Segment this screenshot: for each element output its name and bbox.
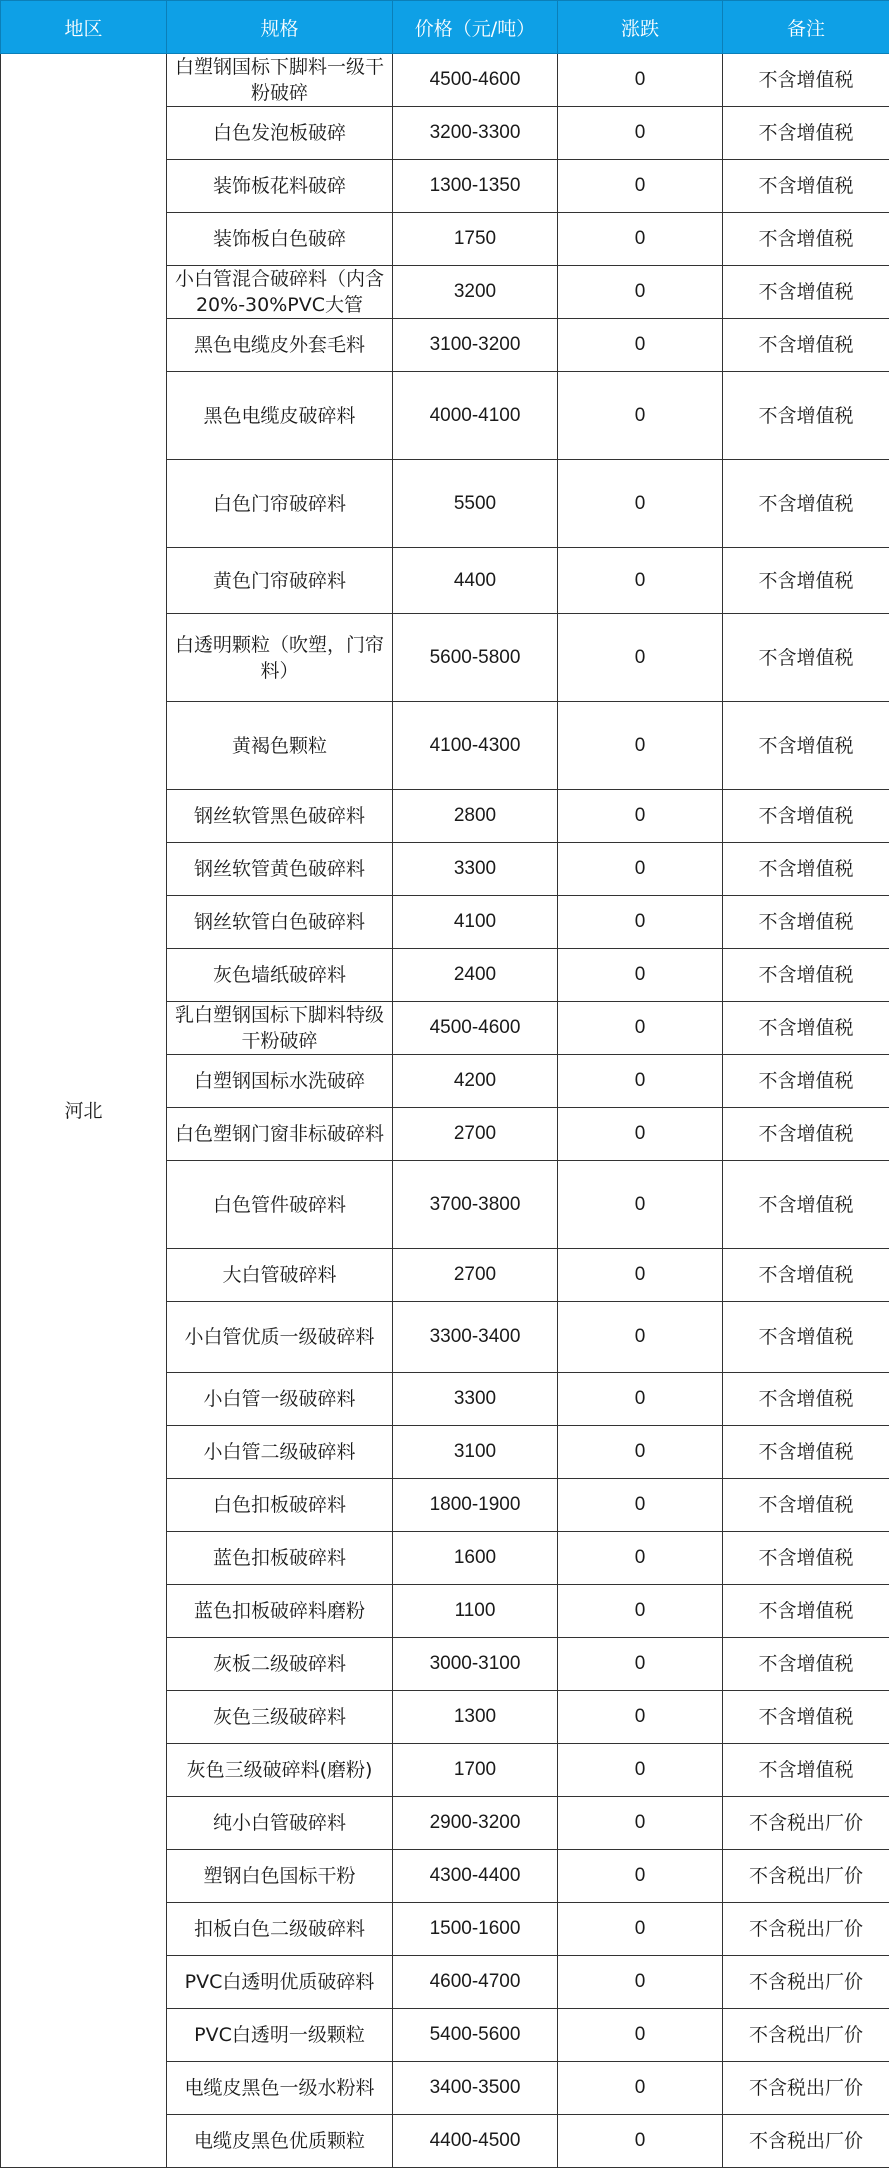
price-cell: 4100-4300 <box>393 702 558 790</box>
header-spec: 规格 <box>167 1 393 54</box>
change-cell: 0 <box>558 1532 723 1585</box>
change-cell: 0 <box>558 1744 723 1797</box>
change-cell: 0 <box>558 460 723 548</box>
spec-cell: 小白管混合破碎料（内含20%-30%PVC大管 <box>167 266 393 319</box>
change-cell: 0 <box>558 1903 723 1956</box>
price-cell: 1600 <box>393 1532 558 1585</box>
price-cell: 1300 <box>393 1691 558 1744</box>
spec-cell: 蓝色扣板破碎料 <box>167 1532 393 1585</box>
spec-cell: 装饰板白色破碎 <box>167 213 393 266</box>
change-cell: 0 <box>558 1426 723 1479</box>
price-cell: 1500-1600 <box>393 1903 558 1956</box>
price-cell: 3700-3800 <box>393 1161 558 1249</box>
change-cell: 0 <box>558 614 723 702</box>
change-cell: 0 <box>558 1850 723 1903</box>
price-cell: 4500-4600 <box>393 54 558 107</box>
price-cell: 3300-3400 <box>393 1302 558 1373</box>
note-cell: 不含税出厂价 <box>723 1903 889 1956</box>
change-cell: 0 <box>558 896 723 949</box>
note-cell: 不含增值税 <box>723 372 889 460</box>
change-cell: 0 <box>558 213 723 266</box>
price-cell: 4100 <box>393 896 558 949</box>
note-cell: 不含增值税 <box>723 160 889 213</box>
note-cell: 不含增值税 <box>723 843 889 896</box>
change-cell: 0 <box>558 1161 723 1249</box>
spec-cell: 黄色门帘破碎料 <box>167 548 393 614</box>
spec-cell: 钢丝软管黄色破碎料 <box>167 843 393 896</box>
change-cell: 0 <box>558 2062 723 2115</box>
spec-cell: 白色发泡板破碎 <box>167 107 393 160</box>
change-cell: 0 <box>558 790 723 843</box>
note-cell: 不含增值税 <box>723 1302 889 1373</box>
header-row <box>1 1 889 54</box>
change-cell: 0 <box>558 1797 723 1850</box>
change-cell: 0 <box>558 2115 723 2168</box>
spec-cell: 白透明颗粒（吹塑，门帘料） <box>167 614 393 702</box>
spec-cell: 大白管破碎料 <box>167 1249 393 1302</box>
note-cell: 不含增值税 <box>723 896 889 949</box>
spec-cell: PVC白透明一级颗粒 <box>167 2009 393 2062</box>
price-cell: 3300 <box>393 1373 558 1426</box>
price-cell: 1800-1900 <box>393 1479 558 1532</box>
note-cell: 不含增值税 <box>723 1249 889 1302</box>
change-cell: 0 <box>558 2009 723 2062</box>
price-cell: 4400-4500 <box>393 2115 558 2168</box>
note-cell: 不含税出厂价 <box>723 1797 889 1850</box>
spec-cell: 黄褐色颗粒 <box>167 702 393 790</box>
price-cell: 5500 <box>393 460 558 548</box>
spec-cell: 蓝色扣板破碎料磨粉 <box>167 1585 393 1638</box>
note-cell: 不含增值税 <box>723 790 889 843</box>
change-cell: 0 <box>558 1691 723 1744</box>
note-cell: 不含税出厂价 <box>723 2062 889 2115</box>
header-note: 备注 <box>723 1 889 54</box>
price-cell: 4000-4100 <box>393 372 558 460</box>
spec-cell: 白色扣板破碎料 <box>167 1479 393 1532</box>
note-cell: 不含增值税 <box>723 54 889 107</box>
price-cell: 2700 <box>393 1108 558 1161</box>
note-cell: 不含税出厂价 <box>723 1850 889 1903</box>
spec-cell: 小白管二级破碎料 <box>167 1426 393 1479</box>
note-cell: 不含增值税 <box>723 213 889 266</box>
note-cell: 不含增值税 <box>723 949 889 1002</box>
price-cell: 4400 <box>393 548 558 614</box>
price-cell: 3400-3500 <box>393 2062 558 2115</box>
note-cell: 不含增值税 <box>723 107 889 160</box>
spec-cell: 白色塑钢门窗非标破碎料 <box>167 1108 393 1161</box>
price-cell: 1750 <box>393 213 558 266</box>
note-cell: 不含增值税 <box>723 702 889 790</box>
change-cell: 0 <box>558 1373 723 1426</box>
change-cell: 0 <box>558 1249 723 1302</box>
change-cell: 0 <box>558 1302 723 1373</box>
price-cell: 3000-3100 <box>393 1638 558 1691</box>
spec-cell: 白色门帘破碎料 <box>167 460 393 548</box>
spec-cell: 塑钢白色国标干粉 <box>167 1850 393 1903</box>
change-cell: 0 <box>558 949 723 1002</box>
price-cell: 4300-4400 <box>393 1850 558 1903</box>
spec-cell: 黑色电缆皮破碎料 <box>167 372 393 460</box>
region-cell: 河北 <box>1 54 167 2168</box>
note-cell: 不含税出厂价 <box>723 2115 889 2168</box>
note-cell: 不含增值税 <box>723 1691 889 1744</box>
change-cell: 0 <box>558 843 723 896</box>
table-row <box>1 54 889 107</box>
note-cell: 不含增值税 <box>723 548 889 614</box>
price-cell: 3300 <box>393 843 558 896</box>
note-cell: 不含增值税 <box>723 1426 889 1479</box>
header-region: 地区 <box>1 1 167 54</box>
note-cell: 不含税出厂价 <box>723 2009 889 2062</box>
change-cell: 0 <box>558 548 723 614</box>
spec-cell: 装饰板花料破碎 <box>167 160 393 213</box>
table-body <box>1 54 889 2168</box>
price-cell: 4500-4600 <box>393 1002 558 1055</box>
spec-cell: 电缆皮黑色优质颗粒 <box>167 2115 393 2168</box>
spec-cell: 白塑钢国标下脚料一级干粉破碎 <box>167 54 393 107</box>
note-cell: 不含增值税 <box>723 1373 889 1426</box>
note-cell: 不含增值税 <box>723 1002 889 1055</box>
change-cell: 0 <box>558 1638 723 1691</box>
spec-cell: 白色管件破碎料 <box>167 1161 393 1249</box>
spec-cell: 钢丝软管白色破碎料 <box>167 896 393 949</box>
price-cell: 2800 <box>393 790 558 843</box>
change-cell: 0 <box>558 1956 723 2009</box>
spec-cell: 灰板二级破碎料 <box>167 1638 393 1691</box>
price-cell: 1100 <box>393 1585 558 1638</box>
price-cell: 2400 <box>393 949 558 1002</box>
change-cell: 0 <box>558 54 723 107</box>
change-cell: 0 <box>558 1585 723 1638</box>
spec-cell: 扣板白色二级破碎料 <box>167 1903 393 1956</box>
note-cell: 不含增值税 <box>723 1585 889 1638</box>
note-cell: 不含税出厂价 <box>723 1956 889 2009</box>
price-cell: 2700 <box>393 1249 558 1302</box>
price-cell: 1700 <box>393 1744 558 1797</box>
spec-cell: 小白管优质一级破碎料 <box>167 1302 393 1373</box>
price-cell: 2900-3200 <box>393 1797 558 1850</box>
note-cell: 不含增值税 <box>723 1638 889 1691</box>
spec-cell: 灰色墙纸破碎料 <box>167 949 393 1002</box>
change-cell: 0 <box>558 266 723 319</box>
note-cell: 不含增值税 <box>723 1744 889 1797</box>
header-price: 价格（元/吨） <box>393 1 558 54</box>
price-cell: 1300-1350 <box>393 160 558 213</box>
note-cell: 不含增值税 <box>723 266 889 319</box>
spec-cell: 电缆皮黑色一级水粉料 <box>167 2062 393 2115</box>
price-cell: 3100 <box>393 1426 558 1479</box>
change-cell: 0 <box>558 372 723 460</box>
spec-cell: PVC白透明优质破碎料 <box>167 1956 393 2009</box>
note-cell: 不含增值税 <box>723 1161 889 1249</box>
note-cell: 不含增值税 <box>723 319 889 372</box>
note-cell: 不含增值税 <box>723 614 889 702</box>
note-cell: 不含增值税 <box>723 1108 889 1161</box>
header-change: 涨跌 <box>558 1 723 54</box>
change-cell: 0 <box>558 702 723 790</box>
spec-cell: 乳白塑钢国标下脚料特级干粉破碎 <box>167 1002 393 1055</box>
note-cell: 不含增值税 <box>723 1532 889 1585</box>
spec-cell: 小白管一级破碎料 <box>167 1373 393 1426</box>
price-cell: 3200 <box>393 266 558 319</box>
spec-cell: 白塑钢国标水洗破碎 <box>167 1055 393 1108</box>
note-cell: 不含增值税 <box>723 460 889 548</box>
spec-cell: 灰色三级破碎料 <box>167 1691 393 1744</box>
price-cell: 3100-3200 <box>393 319 558 372</box>
change-cell: 0 <box>558 107 723 160</box>
note-cell: 不含增值税 <box>723 1055 889 1108</box>
change-cell: 0 <box>558 319 723 372</box>
note-cell: 不含增值税 <box>723 1479 889 1532</box>
spec-cell: 灰色三级破碎料(磨粉) <box>167 1744 393 1797</box>
spec-cell: 纯小白管破碎料 <box>167 1797 393 1850</box>
change-cell: 0 <box>558 160 723 213</box>
price-cell: 4200 <box>393 1055 558 1108</box>
price-cell: 5600-5800 <box>393 614 558 702</box>
spec-cell: 钢丝软管黑色破碎料 <box>167 790 393 843</box>
change-cell: 0 <box>558 1055 723 1108</box>
spec-cell: 黑色电缆皮外套毛料 <box>167 319 393 372</box>
price-cell: 4600-4700 <box>393 1956 558 2009</box>
price-cell: 5400-5600 <box>393 2009 558 2062</box>
change-cell: 0 <box>558 1479 723 1532</box>
change-cell: 0 <box>558 1002 723 1055</box>
price-cell: 3200-3300 <box>393 107 558 160</box>
change-cell: 0 <box>558 1108 723 1161</box>
